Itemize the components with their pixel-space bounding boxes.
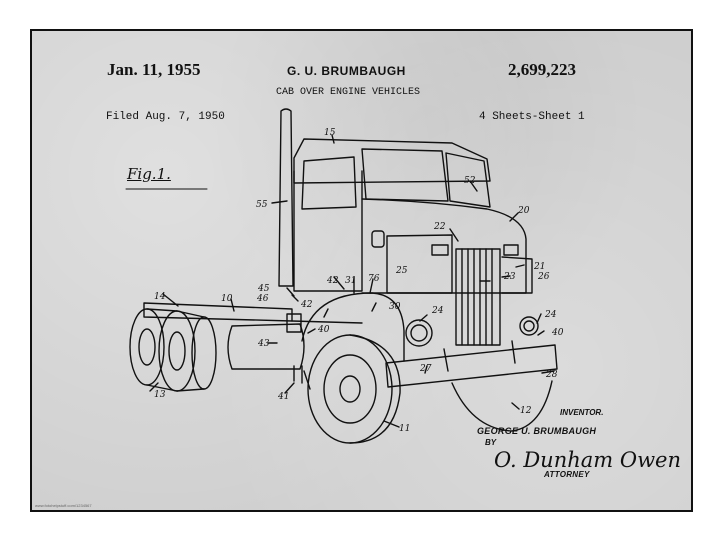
sheet-count: 4 Sheets-Sheet 1 (479, 111, 585, 123)
ref-31: 31 (345, 276, 357, 286)
filed-date: Filed Aug. 7, 1950 (106, 111, 225, 123)
ref-21: 21 (534, 262, 546, 272)
cab-side (294, 171, 362, 291)
headlight-left (406, 320, 432, 346)
ref-25: 25 (396, 266, 408, 276)
front-wheel-right (452, 381, 552, 431)
ref-23: 23 (504, 272, 516, 282)
ref-76: 76 (368, 274, 380, 284)
ref-40-left: 40 (318, 325, 330, 335)
vent-left (432, 245, 448, 255)
ref-12: 12 (520, 406, 532, 416)
ref-14: 14 (154, 292, 166, 302)
grille-bars (462, 249, 492, 345)
ref-11: 11 (399, 424, 411, 434)
front-wheel (308, 335, 392, 443)
windshield-left (362, 149, 448, 201)
ref-40-right: 40 (552, 328, 564, 338)
cab-lamp (372, 231, 384, 247)
patent-title: CAB OVER ENGINE VEHICLES (276, 87, 421, 98)
figure-label: Fig.1. (127, 165, 171, 183)
ref-20: 20 (518, 206, 530, 216)
vent-right (504, 245, 518, 255)
ref-27: 27 (420, 364, 432, 374)
by-label: BY (485, 438, 497, 447)
cab-roof (294, 139, 490, 183)
ref-42: 42 (301, 300, 313, 310)
ref-42-top: 42 (327, 276, 339, 286)
ref-28: 28 (546, 370, 558, 380)
ref-22: 22 (434, 222, 446, 232)
battery-box (287, 314, 301, 332)
patent-date: Jan. 11, 1955 (107, 60, 201, 79)
truck-drawing (32, 31, 691, 510)
ref-10: 10 (221, 294, 233, 304)
attorney-label: ATTORNEY (544, 470, 590, 479)
patent-number: 2,699,223 (508, 60, 576, 79)
inventor-label: INVENTOR. (560, 408, 604, 417)
inventor-header: G. U. BRUMBAUGH (287, 64, 406, 78)
source-footnote: www.fotohelpstuff.com/1234567 (35, 503, 92, 508)
hood-panel (387, 235, 452, 293)
ref-46: 46 (257, 294, 269, 304)
headlight-right (520, 317, 538, 335)
bumper (386, 345, 557, 387)
ref-24-left: 24 (432, 306, 444, 316)
ref-24-right: 24 (545, 310, 557, 320)
svg-text:O. Dunham Owen: O. Dunham Owen (494, 448, 682, 472)
inventor-full-name: GEORGE U. BRUMBAUGH (477, 426, 597, 436)
signature-handwriting (494, 448, 681, 472)
ref-55: 55 (256, 200, 268, 210)
ref-26: 26 (538, 272, 550, 282)
ref-52: 52 (464, 176, 476, 186)
ref-43: 43 (258, 339, 270, 349)
ref-41: 41 (278, 392, 290, 402)
ref-45: 45 (258, 284, 270, 294)
ref-30: 30 (389, 302, 401, 312)
ref-13: 13 (154, 390, 166, 400)
exhaust-stack (279, 109, 293, 286)
patent-sheet (30, 29, 693, 512)
ref-15: 15 (324, 128, 336, 138)
